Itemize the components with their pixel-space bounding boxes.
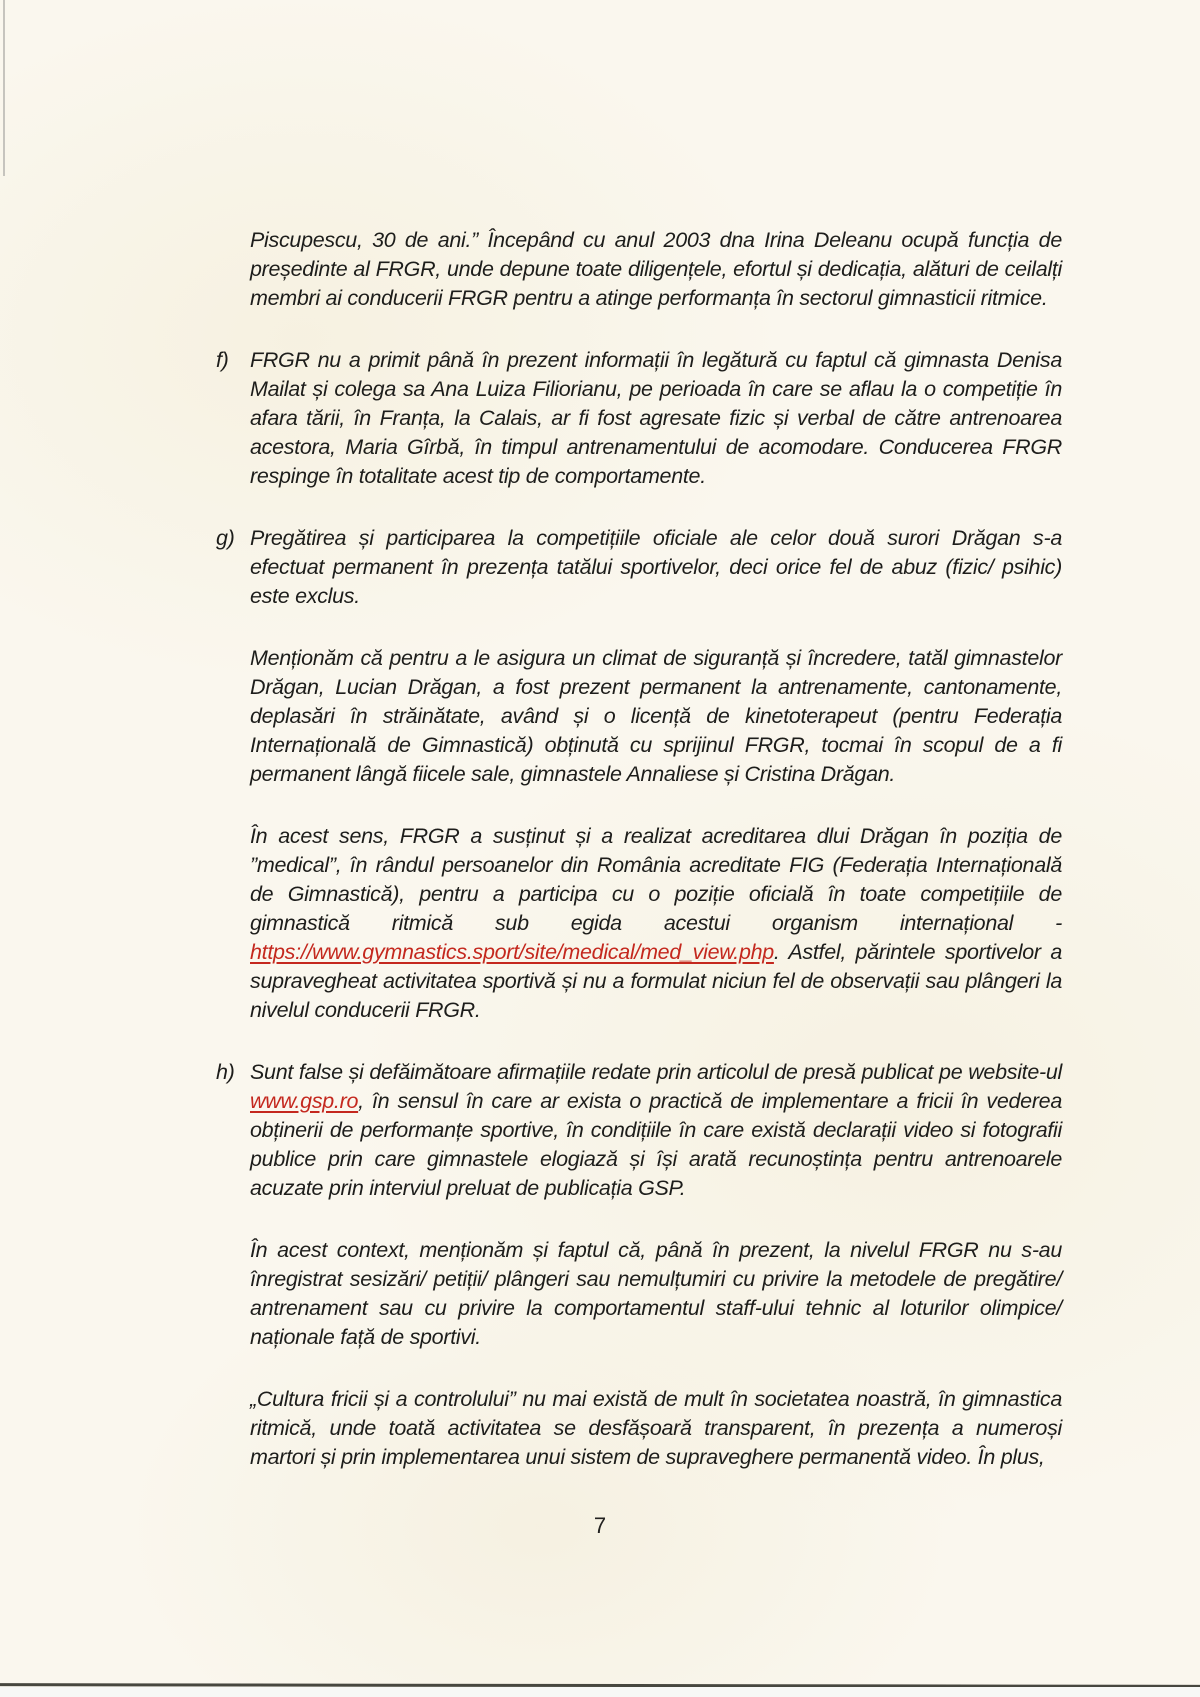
text-run: FRGR nu a primit până în prezent informații în legătură cu faptul că gimnasta Denisa Mailat și colega sa Ana Luiza Filiorianu, pe perioada în care se aflau la o competiție în afara tării, în Franța, la Calais, ar fi fost agresate fizic și verbal de către antrenoarea acestora, Maria Gîrbă, în timpul antrenamentului de acomodare. Conducerea FRGR respinge în totalitate acest tip de comportamente. xyxy=(250,348,1062,488)
paragraph-text xyxy=(250,644,1062,789)
text-run: În acest sens, FRGR a susținut și a realizat acreditarea dlui Drăgan în poziția de ”medical”, în rândul persoanelor din România acreditate FIG (Federația Internațională de Gimnastică), pentru a participa cu o poziție oficială în toate competițiile de gimnastică ritmică sub egida acestui organism internațional - xyxy=(250,824,1062,935)
paragraph-text xyxy=(250,822,1062,1025)
list-marker-empty xyxy=(216,1236,250,1352)
paragraph xyxy=(216,226,1062,313)
paragraph xyxy=(216,1385,1062,1472)
list-marker: f) xyxy=(216,348,229,372)
list-marker: g) xyxy=(216,526,235,550)
paragraph-text xyxy=(250,1236,1062,1352)
text-run: Menționăm că pentru a le asigura un climat de siguranță și încredere, tatăl gimnastelor Drăgan, Lucian Drăgan, a fost prezent permanent la antrenamente, cantonamente, deplasări în străinătate, având și o licență de kinetoterapeut (pentru Federația Internațională de Gimnastică) obținută cu sprijinul FRGR, tocmai în scopul de a fi permanent lângă fiicele sale, gimnastele Annaliese și Cristina Drăgan. xyxy=(250,646,1062,786)
gymnastics-medical-link[interactable]: https://www.gymnastics.sport/site/medical/med_view.php xyxy=(250,940,774,964)
text-run: Sunt false și defăimătoare afirmațiile redate prin articolul de presă publicat pe website-ul xyxy=(250,1060,1062,1084)
paragraph xyxy=(216,1236,1062,1352)
paragraph-text xyxy=(250,226,1062,313)
paragraph xyxy=(216,822,1062,1025)
list-item-h xyxy=(216,1058,1062,1203)
list-marker-empty xyxy=(216,644,250,789)
scan-edge-artifact-left xyxy=(3,0,5,176)
scan-strip-below-edge xyxy=(0,1687,1200,1697)
paragraph-text xyxy=(250,1385,1062,1472)
gsp-link[interactable]: www.gsp.ro xyxy=(250,1089,359,1113)
text-run: Pregătirea și participarea la competițiile oficiale ale celor două surori Drăgan s-a efectuat permanent în prezența tatălui sportivelor, deci orice fel de abuz (fizic/ psihic) este exclus. xyxy=(250,526,1062,608)
paragraph xyxy=(216,644,1062,789)
list-marker-empty xyxy=(216,1385,250,1472)
document-body xyxy=(216,226,1062,1505)
paragraph-text xyxy=(250,1058,1062,1203)
list-item-f xyxy=(216,346,1062,491)
paragraph-text xyxy=(250,524,1062,611)
list-marker: h) xyxy=(216,1060,235,1084)
paragraph-text xyxy=(250,346,1062,491)
list-marker-empty xyxy=(216,822,250,1025)
text-run: , în sensul în care ar exista o practică de implementare a fricii în vederea obținerii de performanțe sportive, în condițiile în care există declarații video si fotografii publice prin care gimnastele elogiază și își arată recunoștința pentru antrenoarele acuzate prin interviul preluat de publicația GSP. xyxy=(250,1089,1062,1200)
text-run: „Cultura fricii și a controlului” nu mai există de mult în societatea noastră, în gimnastica ritmică, unde toată activitatea se desfășoară transparent, în prezența a numeroși martori și prin implementarea unui sistem de supraveghere permanentă video. În plus, xyxy=(250,1387,1062,1469)
list-marker-empty xyxy=(216,226,250,313)
text-run: Piscupescu, 30 de ani.” Începând cu anul 2003 dna Irina Deleanu ocupă funcția de președinte al FRGR, unde depune toate diligențele, efortul și dedicația, alături de ceilalți membri ai conducerii FRGR pentru a atinge performanța în sectorul gimnasticii ritmice. xyxy=(250,228,1062,310)
list-item-g xyxy=(216,524,1062,611)
page-number: 7 xyxy=(593,1513,607,1538)
text-run: În acest context, menționăm și faptul că, până în prezent, la nivelul FRGR nu s-au înregistrat sesizări/ petiții/ plângeri sau nemulțumiri cu privire la metodele de pregătire/ antrenament sau cu privire la comportamentul staff-ului tehnic al loturilor olimpice/ naționale față de sportivi. xyxy=(250,1238,1062,1349)
text-run: . Astfel, părintele sportivelor a supravegheat activitatea sportivă și nu a formulat niciun fel de observații sau plângeri la nivelul conducerii FRGR. xyxy=(250,940,1062,1022)
